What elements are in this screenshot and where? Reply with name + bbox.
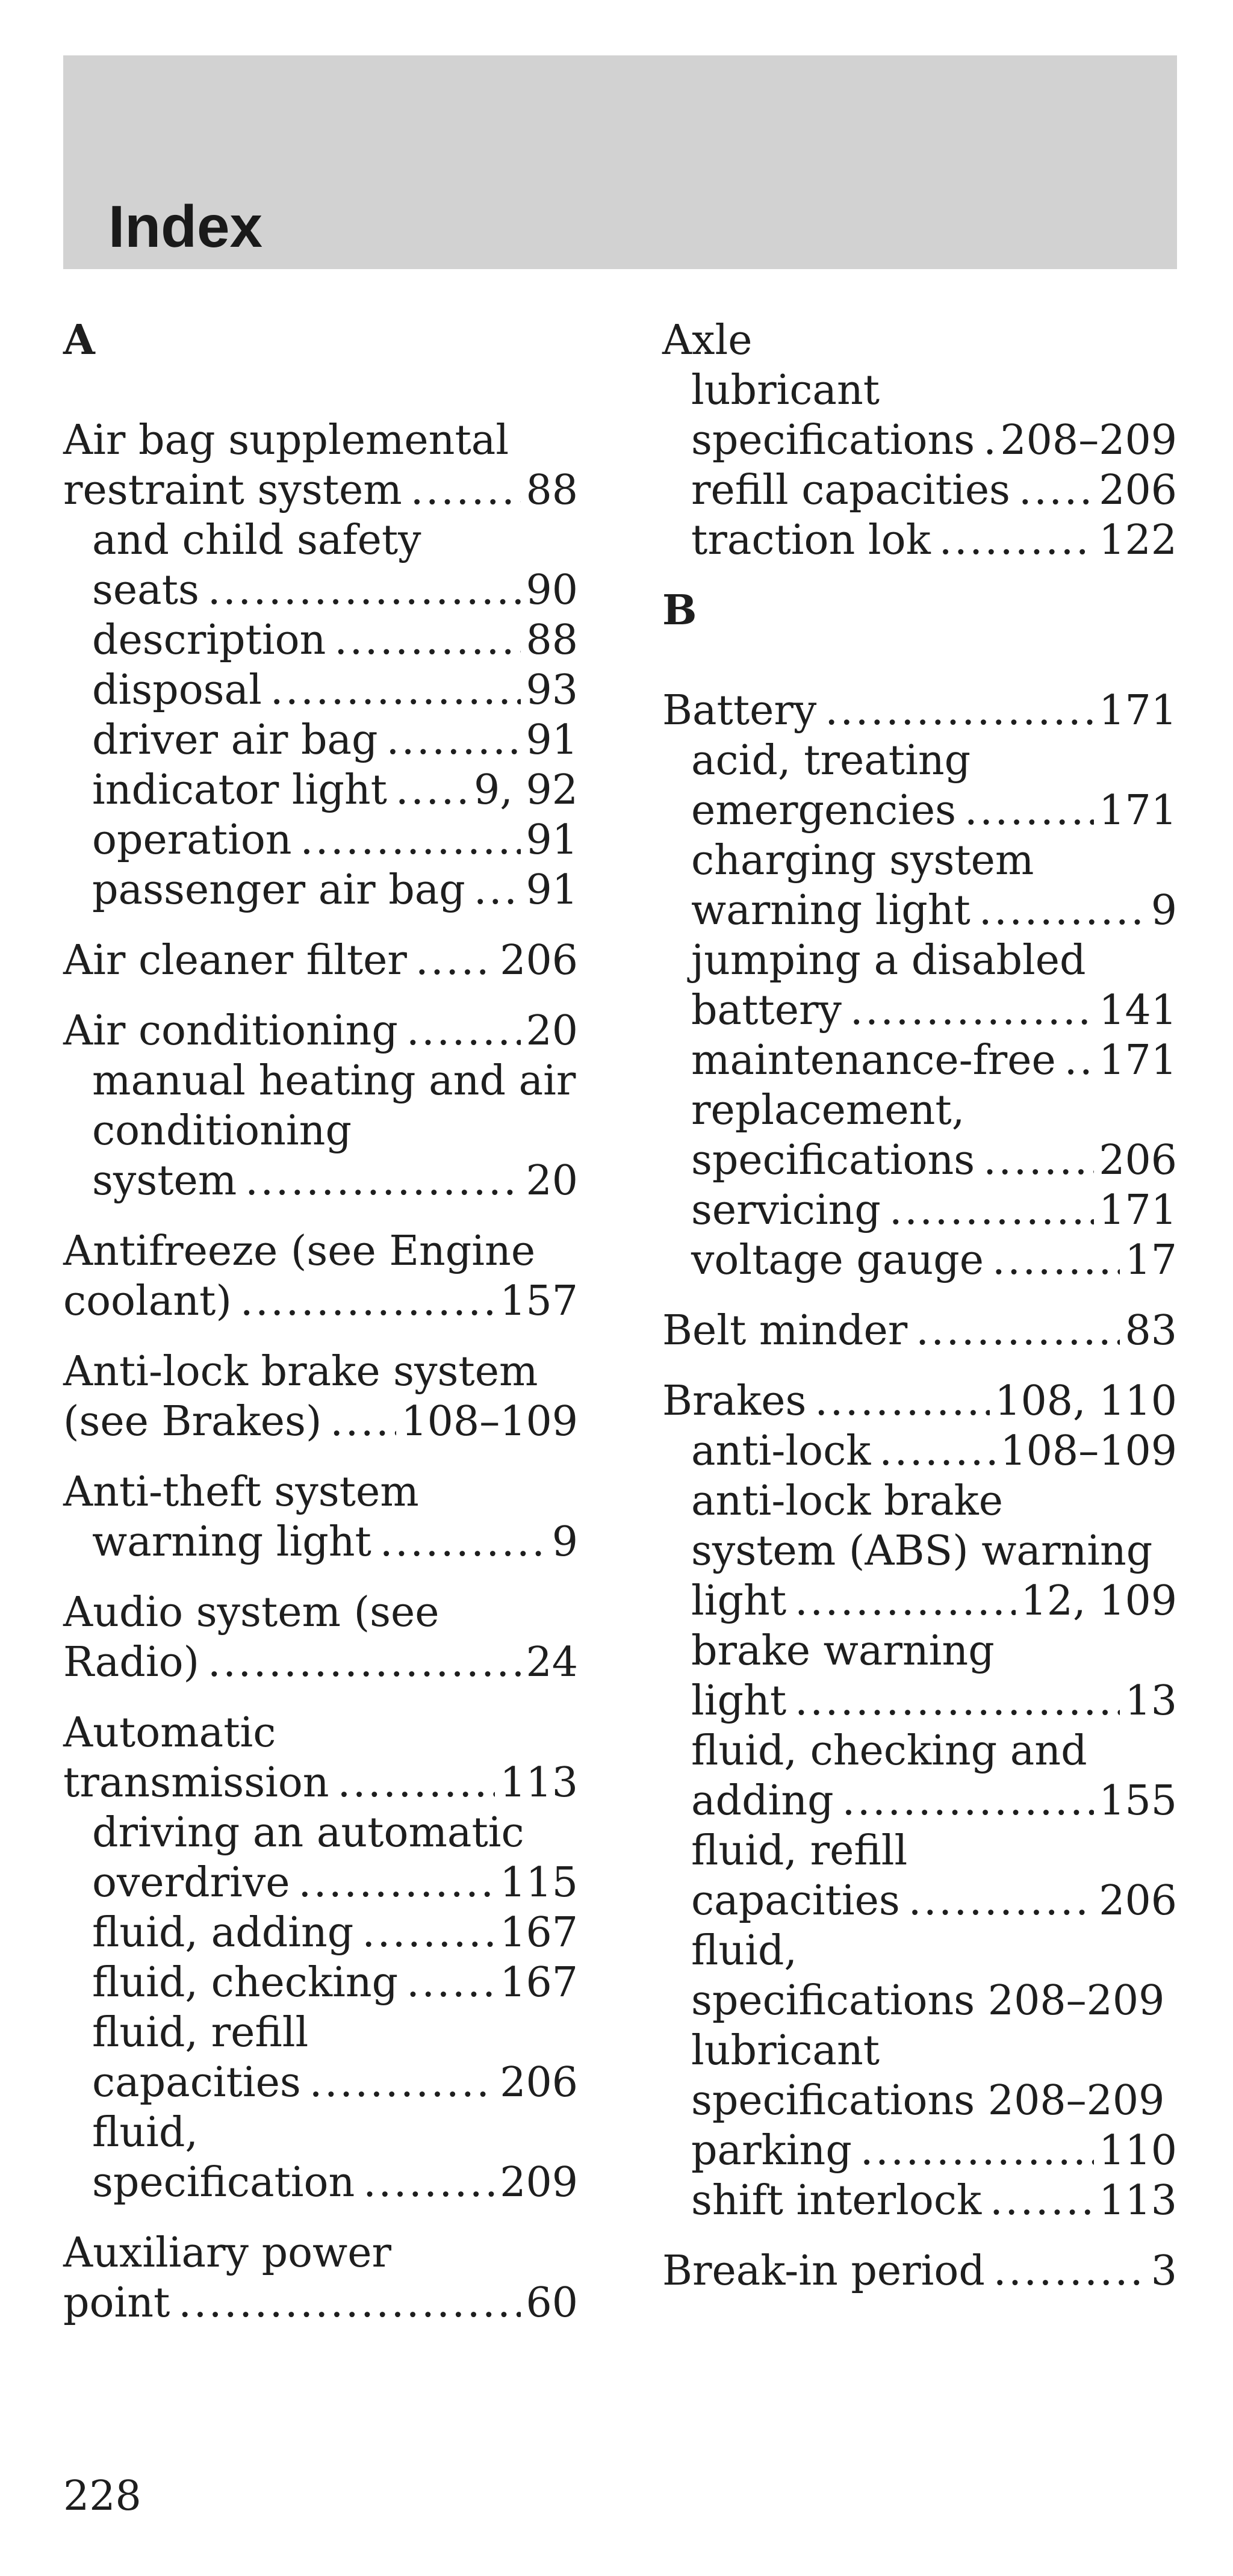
- index-entry-line: [63, 936, 578, 985]
- entry-page-ref: 157: [500, 1277, 578, 1325]
- index-subentry-line: [63, 2058, 578, 2108]
- entry-page-ref: 60: [526, 2279, 578, 2327]
- index-entry-line: [63, 1587, 578, 1637]
- index-entry: [63, 1708, 578, 2208]
- index-subentry-line: [63, 1106, 578, 1156]
- index-entry-line: [63, 1397, 578, 1447]
- entry-text: Belt minder: [662, 1307, 908, 1355]
- entry-text: emergencies: [691, 787, 957, 834]
- entry-page-ref: 209: [500, 2159, 578, 2206]
- index-subentry-line: [63, 815, 578, 865]
- entry-page-ref: 167: [500, 1959, 578, 2006]
- index-subentry-line: [63, 2158, 578, 2208]
- index-subentry-line: [662, 985, 1177, 1035]
- dot-leader: [983, 415, 995, 465]
- entry-page-ref: 122: [1099, 517, 1177, 564]
- index-entry-line: [63, 1226, 578, 1276]
- index-column-left: [63, 315, 578, 2348]
- dot-leader: [415, 936, 495, 985]
- entry-text: lubricant: [691, 367, 880, 414]
- entry-text: transmission: [63, 1759, 329, 1807]
- dot-leader: [1064, 1035, 1094, 1085]
- index-subentry-line: [662, 1476, 1177, 1526]
- entry-page-ref: 141: [1099, 987, 1177, 1034]
- index-subentry-line: [63, 1908, 578, 1958]
- dot-leader: [795, 1676, 1120, 1726]
- index-entry-line: [63, 1758, 578, 1808]
- entry-page-ref: 171: [1099, 1187, 1177, 1234]
- entry-text: adding: [691, 1777, 834, 1825]
- index-subentry-line: [662, 1826, 1177, 1876]
- index-entry: [63, 936, 578, 985]
- entry-page-ref: 108–109: [401, 1398, 578, 1445]
- entry-text: Automatic: [63, 1709, 276, 1757]
- dot-leader: [842, 1776, 1095, 1826]
- index-subentry-line: [63, 665, 578, 715]
- entry-page-ref: 108, 110: [995, 1377, 1177, 1425]
- dot-leader: [309, 2058, 495, 2108]
- entry-text: servicing: [691, 1187, 881, 1234]
- index-subentry-line: [662, 1976, 1177, 2026]
- index-entry-line: [63, 1347, 578, 1397]
- dot-leader: [979, 886, 1146, 936]
- entry-page-ref: 9: [1151, 887, 1177, 934]
- index-entry: [662, 2246, 1177, 2296]
- index-entry-line: [63, 1467, 578, 1517]
- dot-leader: [411, 465, 521, 515]
- index-entry-line: [63, 1708, 578, 1758]
- entry-text: Brakes: [662, 1377, 807, 1425]
- entry-text: specifications 208–209: [691, 2077, 1165, 2124]
- entry-text: specification: [92, 2159, 355, 2206]
- entry-page-ref: 113: [1099, 2177, 1177, 2224]
- dot-leader: [992, 1235, 1120, 1285]
- dot-leader: [406, 1958, 495, 2008]
- index-subentry-line: [662, 1676, 1177, 1726]
- section-letter: A: [63, 316, 95, 364]
- entry-text: refill capacities: [691, 467, 1010, 514]
- entry-text: restraint system: [63, 467, 402, 514]
- dot-leader: [889, 1185, 1094, 1235]
- dot-leader: [387, 715, 521, 765]
- dot-leader: [990, 2176, 1094, 2226]
- entry-page-ref: 206: [500, 937, 578, 984]
- index-subentry-line: [63, 715, 578, 765]
- entry-text: system (ABS) warning: [691, 1527, 1153, 1575]
- entry-text: Air bag supplemental: [63, 417, 509, 464]
- entry-text: Auxiliary power: [63, 2229, 391, 2277]
- index-subentry-line: [662, 2176, 1177, 2226]
- index-subentry-line: [662, 1185, 1177, 1235]
- dot-leader: [1019, 465, 1094, 515]
- entry-text: jumping a disabled: [691, 937, 1086, 984]
- index-subentry-line: [63, 1808, 578, 1858]
- index-subentry-line: [63, 1517, 578, 1567]
- entry-text: Axle: [662, 317, 753, 364]
- entry-page-ref: 171: [1099, 687, 1177, 734]
- index-subentry-line: [662, 836, 1177, 886]
- index-entry: [63, 1587, 578, 1687]
- entry-text: shift interlock: [691, 2177, 982, 2224]
- entry-text: light: [691, 1577, 787, 1625]
- index-subentry-line: [662, 736, 1177, 786]
- entry-page-ref: 91: [526, 716, 578, 764]
- entry-text: lubricant: [691, 2027, 880, 2075]
- index-entry: [63, 2228, 578, 2328]
- page-title: Index: [108, 193, 262, 259]
- entry-text: fluid, checking: [92, 1959, 399, 2006]
- entry-text: voltage gauge: [691, 1237, 984, 1284]
- entry-text: overdrive: [92, 1859, 290, 1907]
- entry-page-ref: 115: [500, 1859, 578, 1907]
- index-subentry-line: [63, 765, 578, 815]
- index-entry-line: [63, 2278, 578, 2328]
- entry-page-ref: 208–209: [1000, 417, 1177, 464]
- dot-leader: [300, 815, 521, 865]
- entry-text: fluid, adding: [92, 1909, 354, 1957]
- entry-page-ref: 171: [1099, 787, 1177, 834]
- index-subentry-line: [662, 1876, 1177, 1926]
- index-subentry-line: [662, 365, 1177, 415]
- index-entry-line: [63, 465, 578, 515]
- dot-leader: [825, 686, 1094, 736]
- entry-page-ref: 90: [526, 566, 578, 614]
- entry-text: Battery: [662, 687, 817, 734]
- entry-page-ref: 171: [1099, 1037, 1177, 1084]
- entry-text: light: [691, 1677, 787, 1725]
- dot-leader: [240, 1276, 495, 1326]
- entry-page-ref: 17: [1125, 1237, 1177, 1284]
- entry-text: coolant): [63, 1277, 232, 1325]
- entry-text: anti-lock brake: [691, 1477, 1004, 1525]
- entry-page-ref: 12, 109: [1020, 1577, 1177, 1625]
- index-subentry-line: [662, 886, 1177, 936]
- entry-text: fluid,: [92, 2109, 199, 2156]
- dot-leader: [396, 765, 469, 815]
- entry-text: specifications 208–209: [691, 1977, 1165, 2025]
- entry-page-ref: 93: [526, 666, 578, 714]
- index-subentry-line: [662, 1085, 1177, 1135]
- dot-leader: [815, 1376, 990, 1426]
- index-subentry-line: [662, 1526, 1177, 1576]
- index-subentry-line: [662, 1426, 1177, 1476]
- entry-text: fluid, refill: [92, 2009, 309, 2056]
- index-subentry-line: [63, 1958, 578, 2008]
- index-subentry-line: [63, 865, 578, 915]
- entry-text: brake warning: [691, 1627, 995, 1675]
- index-subentry-line: [662, 1726, 1177, 1776]
- entry-page-ref: 88: [526, 616, 578, 664]
- entry-text: Anti-lock brake system: [63, 1348, 538, 1395]
- dot-leader: [330, 1397, 396, 1447]
- entry-text: driving an automatic: [92, 1809, 524, 1857]
- index-subentry-line: [662, 515, 1177, 565]
- index-subentry-line: [63, 615, 578, 665]
- entry-text: parking: [691, 2127, 852, 2174]
- index-subentry-line: [63, 1156, 578, 1206]
- entry-text: Audio system (see: [63, 1589, 439, 1636]
- index-subentry-line: [662, 465, 1177, 515]
- index-subentry-line: [662, 1135, 1177, 1185]
- entry-text: warning light: [92, 1518, 371, 1566]
- entry-page-ref: 108–109: [1000, 1427, 1177, 1475]
- entry-page-ref: 206: [500, 2059, 578, 2106]
- entry-page-ref: 83: [1125, 1307, 1177, 1355]
- entry-text: indicator light: [92, 766, 387, 814]
- index-subentry-line: [63, 515, 578, 565]
- dot-leader: [380, 1517, 547, 1567]
- index-entry-line: [63, 1006, 578, 1056]
- dot-leader: [208, 1637, 521, 1687]
- entry-text: Anti-theft system: [63, 1468, 419, 1516]
- dot-leader: [406, 1006, 521, 1056]
- entry-text: fluid,: [691, 1927, 798, 1975]
- dot-leader: [860, 2126, 1094, 2176]
- dot-leader: [964, 786, 1094, 836]
- entry-text: acid, treating: [691, 737, 971, 784]
- entry-text: driver air bag: [92, 716, 378, 764]
- index-subentry-line: [662, 1035, 1177, 1085]
- index-entry: [662, 1306, 1177, 1356]
- index-subentry-line: [662, 1576, 1177, 1626]
- entry-page-ref: 13: [1125, 1677, 1177, 1725]
- index-entry: [662, 1376, 1177, 2226]
- dot-leader: [850, 985, 1094, 1035]
- dot-leader: [983, 1135, 1094, 1185]
- entry-page-ref: 91: [526, 816, 578, 864]
- entry-text: anti-lock: [691, 1427, 871, 1475]
- index-entry-line: [63, 415, 578, 465]
- index-entry-line: [63, 1276, 578, 1326]
- entry-text: specifications: [691, 417, 975, 464]
- dot-leader: [178, 2278, 521, 2328]
- entry-page-ref: 206: [1099, 467, 1177, 514]
- dot-leader: [939, 515, 1094, 565]
- dot-leader: [916, 1306, 1120, 1356]
- index-subentry-line: [662, 1776, 1177, 1826]
- index-entry-line: [662, 2246, 1177, 2296]
- index-entry-line: [662, 1376, 1177, 1426]
- dot-leader: [474, 865, 521, 915]
- index-subentry-line: [63, 2108, 578, 2158]
- entry-text: Radio): [63, 1639, 200, 1686]
- index-subentry-line: [662, 2026, 1177, 2076]
- dot-leader: [334, 615, 521, 665]
- index-subentry-line: [63, 1858, 578, 1908]
- entry-text: Air conditioning: [63, 1007, 398, 1055]
- dot-leader: [270, 665, 521, 715]
- section-letter: B: [662, 586, 697, 635]
- index-subentry-line: [662, 1626, 1177, 1676]
- entry-page-ref: 20: [526, 1157, 578, 1205]
- index-subentry-line: [662, 1235, 1177, 1285]
- dot-leader: [879, 1426, 995, 1476]
- entry-text: manual heating and air: [92, 1057, 576, 1105]
- entry-page-ref: 167: [500, 1909, 578, 1957]
- index-entry: [63, 1347, 578, 1447]
- index-subentry-line: [662, 786, 1177, 836]
- index-entry: [63, 1226, 578, 1326]
- index-entry-line: [63, 2228, 578, 2278]
- index-entry-line: [662, 1306, 1177, 1356]
- index-subentry-line: [662, 2126, 1177, 2176]
- dot-leader: [245, 1156, 521, 1206]
- index-entry: [662, 315, 1177, 565]
- index-subentry-line: [63, 565, 578, 615]
- index-entry-line: [662, 315, 1177, 365]
- entry-text: Air cleaner filter: [63, 937, 407, 984]
- entry-page-ref: 9: [551, 1518, 578, 1566]
- index-entry: [63, 415, 578, 915]
- index-entry: [63, 1467, 578, 1567]
- entry-page-ref: 88: [526, 467, 578, 514]
- index-entry-line: [63, 1637, 578, 1687]
- dot-leader: [338, 1758, 495, 1808]
- entry-text: fluid, checking and: [691, 1727, 1087, 1775]
- entry-text: system: [92, 1157, 237, 1205]
- entry-page-ref: 206: [1099, 1877, 1177, 1925]
- entry-text: specifications: [691, 1137, 975, 1184]
- entry-text: Break-in period: [662, 2247, 985, 2295]
- entry-text: warning light: [691, 887, 971, 934]
- index-entry: [63, 1006, 578, 1206]
- index-subentry-line: [63, 1056, 578, 1106]
- entry-text: operation: [92, 816, 292, 864]
- entry-page-ref: 206: [1099, 1137, 1177, 1184]
- entry-text: passenger air bag: [92, 866, 465, 914]
- entry-text: seats: [92, 566, 199, 614]
- entry-page-ref: 20: [526, 1007, 578, 1055]
- entry-text: disposal: [92, 666, 262, 714]
- entry-text: conditioning: [92, 1107, 352, 1155]
- entry-text: battery: [691, 987, 842, 1034]
- dot-leader: [362, 1908, 495, 1958]
- index-entry: [662, 686, 1177, 1285]
- entry-text: replacement,: [691, 1087, 965, 1134]
- index-subentry-line: [662, 936, 1177, 985]
- entry-text: capacities: [92, 2059, 301, 2106]
- index-subentry-line: [63, 2008, 578, 2058]
- entry-text: charging system: [691, 837, 1034, 884]
- page-number: 228: [63, 2472, 141, 2520]
- index-subentry-line: [662, 415, 1177, 465]
- entry-text: and child safety: [92, 517, 421, 564]
- dot-leader: [208, 565, 521, 615]
- entry-page-ref: 24: [526, 1639, 578, 1686]
- index-entry-line: [662, 686, 1177, 736]
- dot-leader: [363, 2158, 495, 2208]
- entry-page-ref: 9, 92: [473, 766, 578, 814]
- entry-page-ref: 110: [1099, 2127, 1177, 2174]
- entry-page-ref: 3: [1151, 2247, 1177, 2295]
- dot-leader: [908, 1876, 1094, 1926]
- dot-leader: [795, 1576, 1016, 1626]
- entry-text: maintenance-free: [691, 1037, 1056, 1084]
- dot-leader: [299, 1858, 495, 1908]
- entry-text: description: [92, 616, 326, 664]
- index-subentry-line: [662, 1926, 1177, 1976]
- entry-text: traction lok: [691, 517, 931, 564]
- entry-text: capacities: [691, 1877, 900, 1925]
- entry-page-ref: 155: [1099, 1777, 1177, 1825]
- entry-page-ref: 113: [500, 1759, 578, 1807]
- entry-text: fluid, refill: [691, 1827, 908, 1875]
- index-column-right: [662, 315, 1177, 2317]
- entry-text: (see Brakes): [63, 1398, 322, 1445]
- dot-leader: [993, 2246, 1146, 2296]
- entry-text: point: [63, 2279, 170, 2327]
- entry-page-ref: 91: [526, 866, 578, 914]
- index-subentry-line: [662, 2076, 1177, 2126]
- header-band: [63, 55, 1177, 269]
- entry-text: Antifreeze (see Engine: [63, 1227, 536, 1275]
